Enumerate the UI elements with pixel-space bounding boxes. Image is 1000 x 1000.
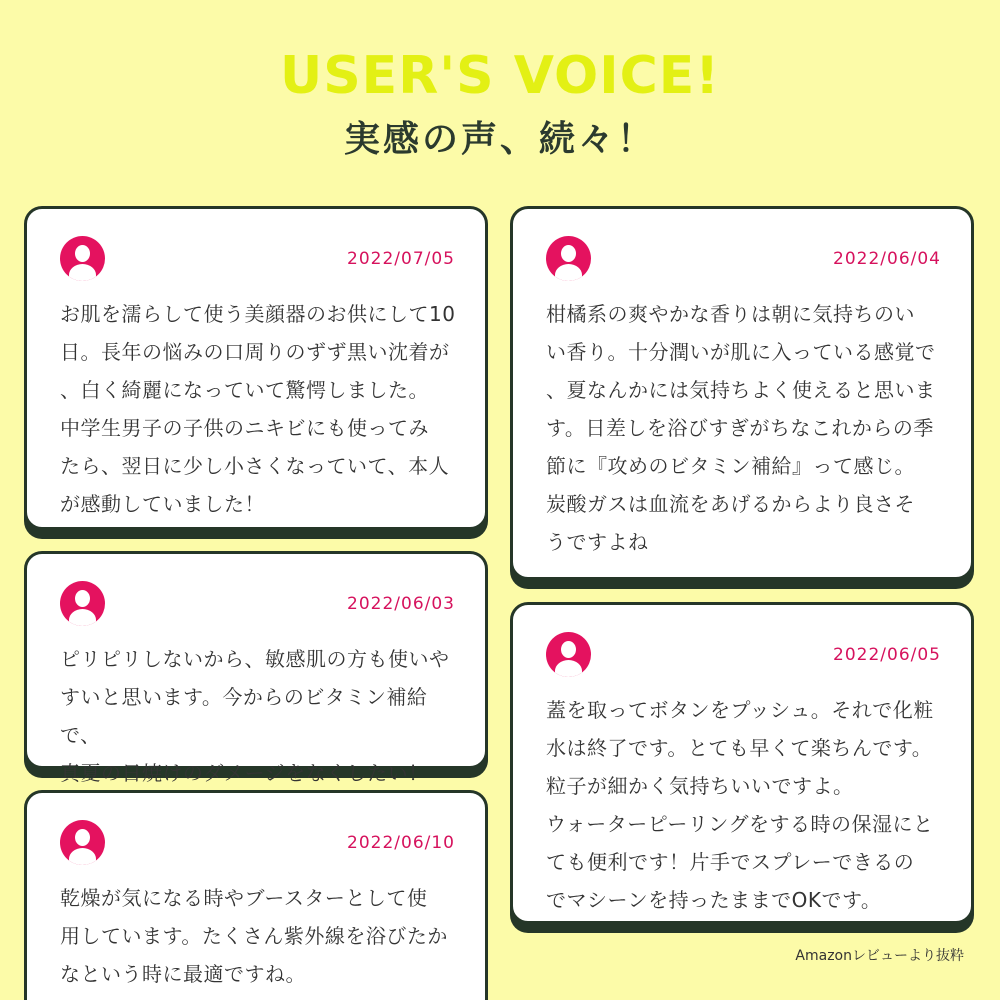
user-avatar-icon <box>60 581 105 626</box>
user-avatar-icon <box>60 820 105 865</box>
review-date: 2022/06/05 <box>833 645 941 665</box>
review-text: 柑橘系の爽やかな香りは朝に気持ちのい い香り。十分潤いが肌に入っている感覚で 、夏なんかには気持ちよく使えると思いま す。日差しを浴びすぎがちなこれからの季 節に『攻めのビタミン補給』って感じ。 炭酸ガスは血流をあげるからより良さそ うですよね <box>546 302 936 554</box>
review-card <box>24 790 488 1000</box>
review-card <box>510 602 974 924</box>
user-avatar-icon <box>60 236 105 281</box>
review-text: お肌を濡らして使う美顔器のお供にして10 日。長年の悩みの口周りのずず黒い沈着が 、白く綺麗になっていて驚愕しました。 中学生男子の子供のニキビにも使ってみ たら、翌日に少し小さくなっていて、本人 が感動していました！ <box>60 302 456 516</box>
review-date: 2022/06/03 <box>347 594 455 614</box>
review-text: ピリピリしないから、敏感肌の方も使いや すいと思います。今からのビタミン補給で、 真夏の日焼けのダメージをなくしたい！ <box>60 647 450 785</box>
review-card <box>24 206 488 530</box>
review-card <box>24 551 488 785</box>
headline-subtitle: 実感の声、続々！ <box>343 119 656 160</box>
review-date: 2022/06/04 <box>833 249 941 269</box>
review-date: 2022/07/05 <box>347 249 455 269</box>
user-avatar-icon <box>546 236 591 281</box>
source-note: Amazonレビューより抜粋 <box>795 948 964 964</box>
review-text: 乾燥が気になる時やブースターとして使 用しています。たくさん紫外線を浴びたか なという時に最適ですね。 <box>60 886 448 986</box>
user-avatar-icon <box>546 632 591 677</box>
review-text: 蓋を取ってボタンをプッシュ。それで化粧 水は終了です。とても早くて楽ちんです。 粒子が細かく気持ちいいですよ。 ウォーターピーリングをする時の保湿にと ても便利です！片手でスプレーできるの でマシーンを持ったままでOKです。 <box>546 698 934 912</box>
review-date: 2022/06/10 <box>347 833 455 853</box>
headline-title: USER'S VOICE! <box>280 46 720 106</box>
review-card <box>510 206 974 580</box>
